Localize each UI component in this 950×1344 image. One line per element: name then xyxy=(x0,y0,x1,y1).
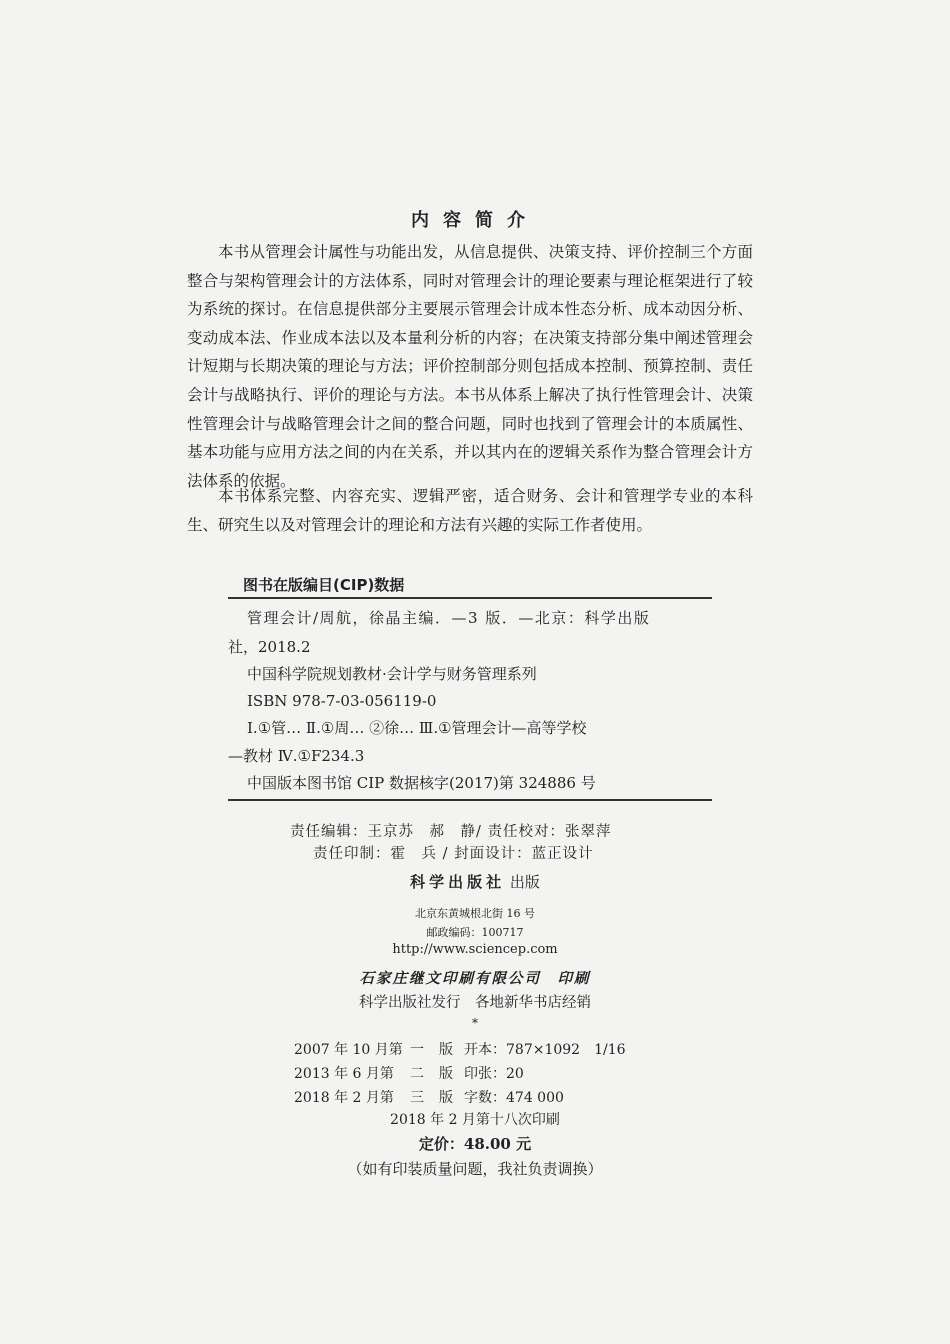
cip-line-isbn: ISBN 978-7-03-056119-0 xyxy=(247,692,437,710)
printing-line: 2018 年 2 月第十八次印刷 xyxy=(390,1112,560,1128)
edition-label: 版 xyxy=(439,1066,453,1082)
edition-row xyxy=(294,1087,564,1107)
edition-number: 三 xyxy=(410,1090,424,1106)
publisher-url: http://www.sciencep.com xyxy=(392,942,558,957)
edition-date: 2007 年 10 月第 xyxy=(294,1042,403,1058)
edition-date: 2013 年 6 月第 xyxy=(294,1066,394,1082)
edition-info: 开本：787×1092 1/16 xyxy=(464,1042,626,1058)
cip-top-rule xyxy=(228,597,712,599)
publisher-suffix: 出版 xyxy=(505,873,540,891)
edition-date: 2018 年 2 月第 xyxy=(294,1090,394,1106)
cip-line-subjects: Ⅰ.①管… Ⅱ.①周… ②徐… Ⅲ.①管理会计—高等学校 xyxy=(247,719,587,737)
cip-line-publisher: 社，2018.2 xyxy=(228,638,311,656)
edition-number: 一 xyxy=(410,1042,424,1058)
edition-info: 字数：474 000 xyxy=(464,1090,564,1106)
publisher-postal-code: 邮政编码：100717 xyxy=(426,926,524,939)
cip-line-classification: —教材 Ⅳ.①F234.3 xyxy=(228,747,365,765)
intro-paragraph-2: 本书体系完整、内容充实、逻辑严密，适合财务、会计和管理学专业的本科生、研究生以及对管理会计的理论和方法有兴趣的实际工作者使用。 xyxy=(187,487,753,534)
cip-line-series: 中国科学院规划教材·会计学与财务管理系列 xyxy=(247,665,537,683)
edition-info: 印张：20 xyxy=(464,1066,524,1082)
cip-line-title: 管理会计/周航，徐晶主编．—3 版．—北京：科学出版 xyxy=(247,609,651,627)
intro-title: 内容简介 xyxy=(411,210,539,231)
cip-heading: 图书在版编目(CIP)数据 xyxy=(243,576,405,594)
cip-line-record-number: 中国版本图书馆 CIP 数据核字(2017)第 324886 号 xyxy=(247,774,596,792)
quality-notice: （如有印装质量问题，我社负责调换） xyxy=(347,1160,603,1178)
separator-asterisk: * xyxy=(472,1016,478,1030)
edition-row xyxy=(294,1039,626,1059)
printer-line: 石家庄继文印刷有限公司 印刷 xyxy=(359,971,591,987)
edition-row xyxy=(294,1063,524,1083)
price: 定价：48.00 元 xyxy=(418,1135,532,1153)
cip-bottom-rule xyxy=(228,799,712,801)
publisher-line xyxy=(0,871,950,892)
staff-production: 责任印制：霍 兵 / 封面设计：蓝正设计 xyxy=(313,846,594,862)
publisher-address: 北京东黄城根北街 16 号 xyxy=(415,907,535,920)
distribution-line: 科学出版社发行 各地新华书店经销 xyxy=(359,995,591,1011)
intro-paragraph-1: 本书从管理会计属性与功能出发，从信息提供、决策支持、评价控制三个方面整合与架构管理会计的方法体系，同时对管理会计的理论要素与理论框架进行了较为系统的探讨。在信息提供部分主要展示管理会计成本性态分析、成本动因分析、变动成本法、作业成本法以及本量利分析的内容；在决策支持部分集中阐述管理会计短期与长期决策的理论与方法；评价控制部分则包括成本控制、预算控制、责任会计与战略执行、评价的理论与方法。本书从体系上解决了执行性管理会计、决策性管理会计与战略管理会计之间的整合问题，同时也找到了管理会计的本质属性、基本功能与应用方法之间的内在关系，并以其内在的逻辑关系作为整合管理会计方法体系的依据。 xyxy=(187,243,753,490)
edition-number: 二 xyxy=(410,1066,424,1082)
publisher-name: 科学出版社 xyxy=(410,873,506,891)
staff-editors: 责任编辑：王京苏 郝 静/ 责任校对：张翠萍 xyxy=(290,824,612,840)
edition-label: 版 xyxy=(439,1042,453,1058)
edition-label: 版 xyxy=(439,1090,453,1106)
